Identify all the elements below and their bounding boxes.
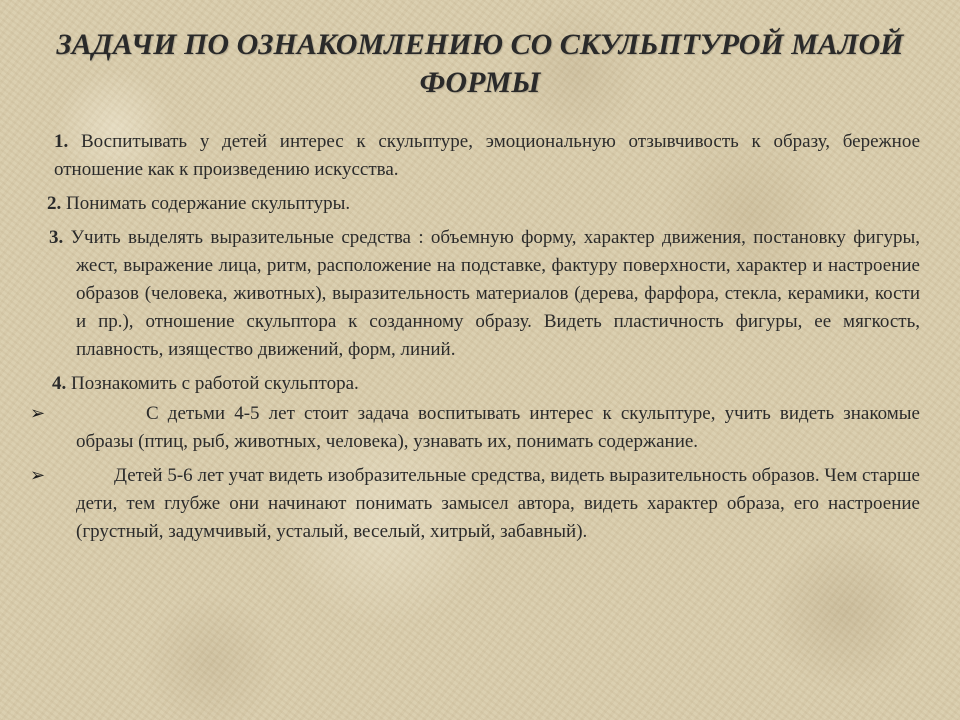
bullet-text: Детей 5-6 лет учат видеть изобразительные средства, видеть выразительность образов. Чем старше дети, тем глубже они начинают понимать замысел автора, видеть характер образа, его настроение (грустный, задумчивый, усталый, веселый, хитрый, забавный). — [76, 465, 920, 542]
task-number: 3. — [49, 227, 64, 248]
task-number: 1. — [54, 131, 69, 152]
slide-body — [0, 128, 960, 546]
task-item-1 — [54, 128, 920, 184]
task-item-3 — [49, 224, 920, 364]
task-item-4 — [52, 370, 920, 398]
task-number: 4. — [52, 373, 67, 394]
age-note-5-6 — [30, 462, 920, 546]
task-text: Понимать содержание скульптуры. — [66, 193, 351, 214]
task-text: Учить выделять выразительные средства : объемную форму, характер движения, постановку фигуры, жест, выражение лица, ритм, расположение на подставке, фактуру поверхности, характер и настроение образов (человека, животных), выразительность материалов (дерева, фарфора, стекла, керамики, кости и пр.), отношение скульптора к созданному образу. Видеть пластичность фигуры, ее мягкость, плавность, изящество движений, форм, линий. — [70, 227, 920, 360]
arrow-bullet-icon: ➢ — [30, 465, 46, 486]
task-number: 2. — [47, 193, 62, 214]
task-text: Воспитывать у детей интерес к скульптуре, эмоциональную отзывчивость к образу, бережное отношение как к произведению искусства. — [54, 131, 920, 180]
slide-title: ЗАДАЧИ ПО ОЗНАКОМЛЕНИЮ СО СКУЛЬПТУРОЙ МАЛОЙ ФОРМЫ — [56, 28, 904, 99]
bullet-text: С детьми 4-5 лет стоит задача воспитывать интерес к скульптуре, учить видеть знакомые образы (птиц, рыб, животных, человека), узнавать их, понимать содержание. — [76, 403, 920, 452]
age-note-4-5 — [30, 400, 920, 456]
arrow-bullet-icon: ➢ — [30, 403, 46, 424]
task-text: Познакомить с работой скульптора. — [71, 373, 359, 394]
task-item-2 — [47, 190, 920, 218]
